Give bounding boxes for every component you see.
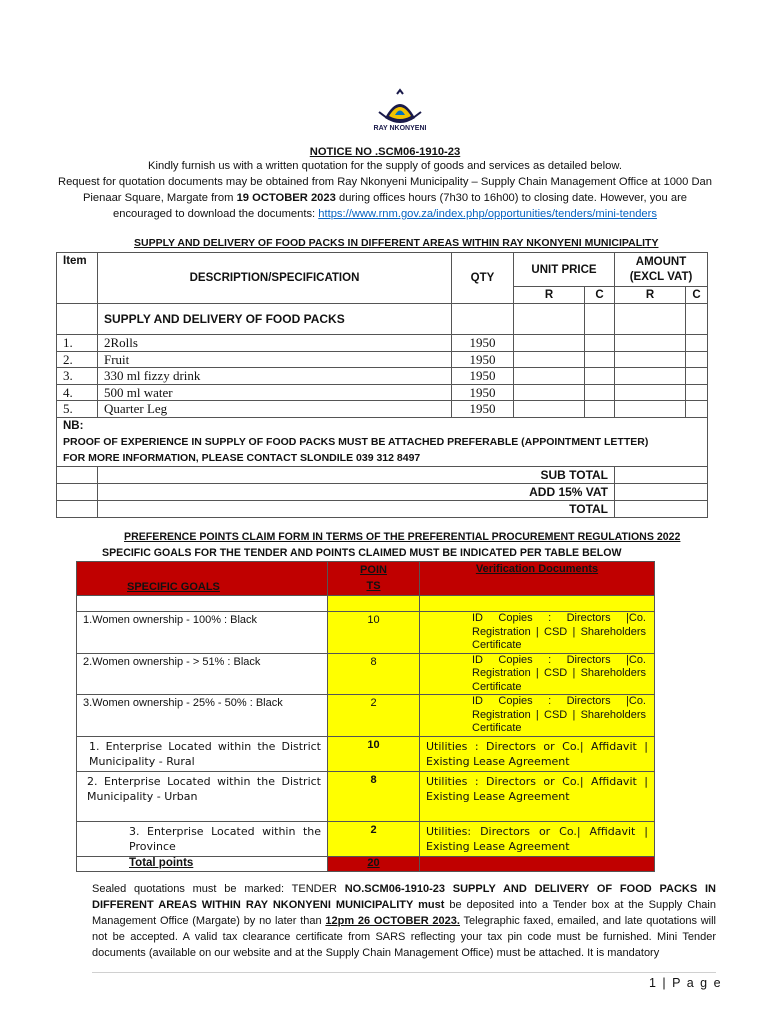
item-qty: 1950 [452,368,514,385]
item-number: 4. [57,384,98,401]
goal-verification: Utilities: Directors or Co.| Affidavit | Existing Lease Agreement [420,821,655,856]
table2-title: PREFERENCE POINTS CLAIM FORM IN TERMS OF THE PREFERENTIAL PROCUREMENT REGULATIONS 2022 [124,531,681,543]
header-amount-c: C [686,287,708,304]
goal-verification: ID Copies : Directors |Co. Registration | CSD | Shareholders Certificate [420,695,655,737]
header-verification: Verification Documents [420,562,655,596]
item-qty: 1950 [452,335,514,352]
goal-points: 2 [328,821,420,856]
goal-points: 10 [328,736,420,771]
goal-label: 2.Women ownership - > 51% : Black [77,653,328,695]
item-number: 3. [57,368,98,385]
page-number: 1 | P a g e [649,976,723,990]
total-label: TOTAL [98,500,615,517]
vat-label: ADD 15% VAT [98,483,615,500]
header-amount: AMOUNT (EXCL VAT) [615,253,708,287]
item-qty: 1950 [452,384,514,401]
table2-subtitle: SPECIFIC GOALS FOR THE TENDER AND POINTS CLAIMED MUST BE INDICATED PER TABLE BELOW [102,547,622,559]
goal-label: 1.Women ownership - 100% : Black [77,612,328,654]
goal-points: 8 [328,771,420,821]
header-unit-price: UNIT PRICE [514,253,615,287]
header-amount-r: R [615,287,686,304]
intro-line-4: encouraged to download the documents: https://www.rnm.gov.za/index.php/opportunities/tenders/mini-tenders [113,208,657,220]
goal-points: 2 [328,695,420,737]
header-unit-c: C [585,287,615,304]
preference-points-table [76,561,655,872]
header-description: DESCRIPTION/SPECIFICATION [98,253,452,304]
header-unit-r: R [514,287,585,304]
logo-label: RAY NKONYENI [373,125,427,132]
intro-line-3: Pienaar Square, Margate from 19 OCTOBER 2023 during offices hours (7h30 to 16h00) to closing date. However, you are [82,192,688,204]
item-qty: 1950 [452,351,514,368]
tenders-link[interactable]: https://www.rnm.gov.za/index.php/opportunities/tenders/mini-tenders [318,208,657,220]
goal-verification: ID Copies : Directors |Co. Registration | CSD | Shareholders Certificate [420,653,655,695]
header-item: Item [57,253,98,304]
header-points: POIN TS [328,562,420,596]
header-specific-goals: SPECIFIC GOALS [77,562,328,596]
goal-label: 3. Enterprise Located within the Province [77,821,328,856]
goal-points: 10 [328,612,420,654]
goal-verification: Utilities : Directors or Co.| Affidavit | Existing Lease Agreement [420,771,655,821]
goal-points: 8 [328,653,420,695]
goal-label: 3.Women ownership - 25% - 50% : Black [77,695,328,737]
footer-divider [92,972,716,973]
goal-verification: ID Copies : Directors |Co. Registration | CSD | Shareholders Certificate [420,612,655,654]
item-description: 2Rolls [98,335,452,352]
sub-total-label: SUB TOTAL [98,466,615,483]
nb-note: NB: PROOF OF EXPERIENCE IN SUPPLY OF FOOD PACKS MUST BE ATTACHED PREFERABLE (APPOINTMENT LETTER) FOR MORE INFORMATION, PLEASE CONTACT SLONDILE 039 312 8497 [57,417,708,466]
section-heading: SUPPLY AND DELIVERY OF FOOD PACKS [98,304,452,335]
item-description: 500 ml water [98,384,452,401]
total-points-label: Total points [77,856,328,871]
intro-line-1: Kindly furnish us with a written quotation for the supply of goods and services as detailed below. [148,160,622,172]
quotation-table [56,252,708,518]
total-points-value: 20 [328,856,420,871]
item-number: 5. [57,401,98,418]
goal-label: 1. Enterprise Located within the District Municipality - Rural [77,736,328,771]
header-qty: QTY [452,253,514,304]
item-number: 1. [57,335,98,352]
municipality-logo [365,88,435,142]
item-description: Fruit [98,351,452,368]
item-description: Quarter Leg [98,401,452,418]
goal-verification: Utilities : Directors or Co.| Affidavit | Existing Lease Agreement [420,736,655,771]
item-description: 330 ml fizzy drink [98,368,452,385]
notice-number: NOTICE NO .SCM06-1910-23 [309,146,461,158]
goal-label: 2. Enterprise Located within the District Municipality - Urban [77,771,328,821]
item-qty: 1950 [452,401,514,418]
intro-line-2: Request for quotation documents may be obtained from Ray Nkonyeni Municipality – Supply Chain Management Office at 1000 Dan [57,176,712,188]
item-number: 2. [57,351,98,368]
table1-title: SUPPLY AND DELIVERY OF FOOD PACKS IN DIFFERENT AREAS WITHIN RAY NKONYENI MUNICIPALITY [134,237,659,249]
submission-paragraph: Sealed quotations must be marked: TENDER NO.SCM06-1910-23 SUPPLY AND DELIVERY OF FOOD PACKS IN DIFFERENT AREAS WITHIN RAY NKONYENI MUNICIPALITY must be deposited into a Tender box at the Supply Chain Management Office (Margate) by no later than 12pm 26 OCTOBER 2023. Telegraphic faxed, emailed, and late quotations will not be accepted. A valid tax clearance certificate from SARS reflecting your tax pin code must be furnished. Mini Tender documents (available on our website and at the Supply Chain Management Office) must be attached. It is mandatory [92,883,716,959]
